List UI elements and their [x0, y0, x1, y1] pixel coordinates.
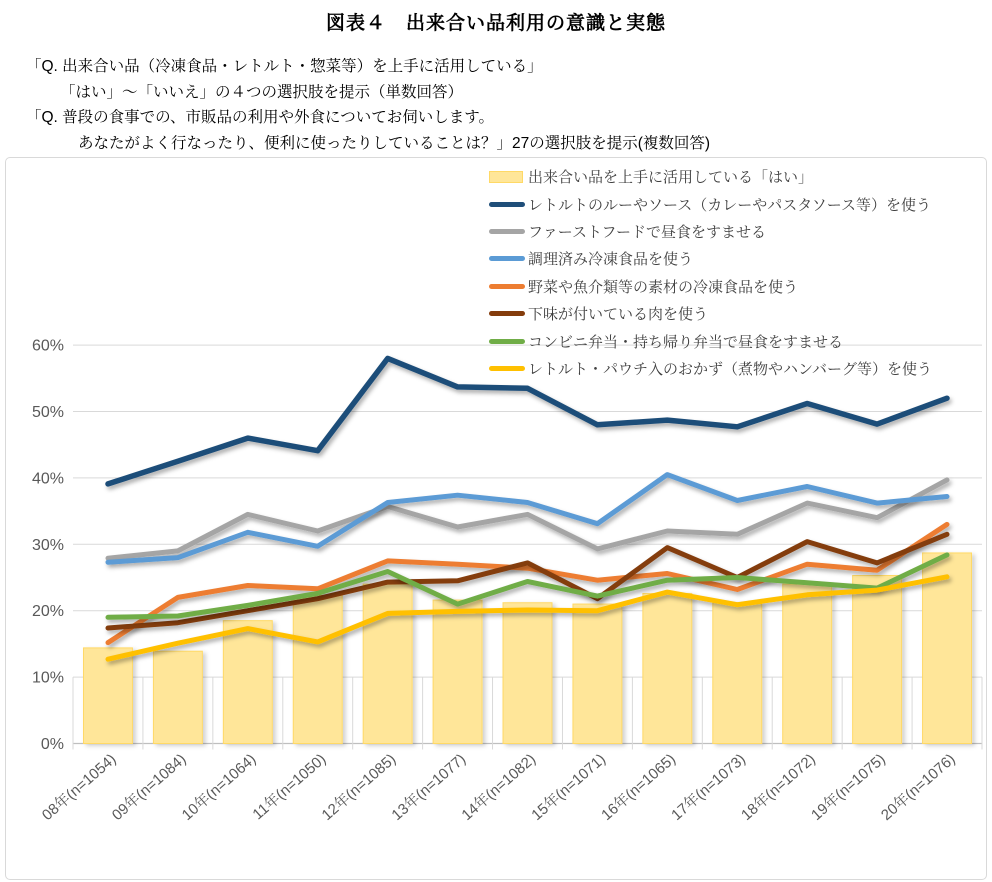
x-axis-tick-label: 20年(n=1076): [877, 750, 959, 824]
question-note-line: 「Q. 普段の食事での、市販品の利用や外食についてお伺いします。: [26, 109, 495, 126]
legend-label: レトルト・パウチ入のおかず（煮物やハンバーグ等）を使う: [528, 360, 932, 378]
y-axis-tick-label: 60%: [31, 337, 64, 355]
legend-line-swatch: [489, 202, 525, 207]
bar-hai: [293, 595, 342, 743]
x-axis-tick-label: 18年(n=1072): [738, 750, 819, 824]
x-axis-tick-label: 13年(n=1077): [388, 750, 470, 824]
bar-hai: [363, 584, 412, 743]
legend-line-swatch: [489, 256, 525, 261]
x-axis-tick-label: 09年(n=1084): [108, 750, 190, 824]
bar-hai: [503, 603, 552, 744]
x-axis-tick-label: 11年(n=1050): [249, 750, 330, 824]
legend-line-swatch: [489, 339, 525, 344]
chart-frame: [5, 157, 987, 880]
page-title: 図表４ 出来合い品利用の意識と実態: [325, 13, 666, 34]
legend-label: レトルトのルーやソース（カレーやパスタソース等）を使う: [528, 196, 932, 214]
bar-hai: [83, 648, 132, 744]
bar-hai: [853, 576, 902, 744]
x-axis-tick-label: 10年(n=1064): [178, 750, 260, 824]
legend-label: 野菜や魚介類等の素材の冷凍食品を使う: [528, 278, 799, 296]
legend-line-swatch: [489, 311, 525, 316]
legend-item: [489, 163, 932, 190]
bar-hai: [433, 600, 482, 743]
x-axis-tick-label: 12年(n=1085): [318, 750, 400, 824]
legend-line-swatch: [489, 284, 525, 289]
question-note-line: 「Q. 出来合い品（冷凍食品・レトルト・惣菜等）を上手に活用している」: [26, 58, 543, 75]
chart-legend: [489, 163, 932, 382]
bar-hai: [573, 604, 622, 743]
legend-item: [489, 300, 932, 327]
legend-label: コンビニ弁当・持ち帰り弁当で昼食をすませる: [528, 333, 844, 351]
x-axis-tick-label: 08年(n=1054): [38, 750, 120, 824]
legend-item: [489, 218, 932, 245]
y-axis-tick-label: 40%: [31, 470, 64, 488]
x-axis-tick-label: 14年(n=1082): [458, 750, 540, 824]
legend-label: ファーストフードで昼食をすませる: [528, 223, 767, 241]
legend-label: 下味が付いている肉を使う: [528, 306, 709, 324]
y-axis-tick-label: 0%: [40, 736, 64, 753]
legend-line-swatch: [489, 229, 525, 234]
y-axis-tick-label: 30%: [31, 536, 64, 554]
bar-hai: [223, 621, 272, 744]
x-axis-tick-label: 15年(n=1071): [528, 750, 610, 824]
question-note-line: あなたがよく行なったり、便利に使ったりしていることは？」27の選択肢を提示(複数回答): [78, 134, 711, 152]
legend-item: [489, 245, 932, 272]
legend-bar-swatch: [489, 171, 523, 183]
legend-label: 調理済み冷凍食品を使う: [528, 251, 694, 269]
question-note-line: 「はい」～「いいえ」の４つの選択肢を提示（単数回答）: [60, 83, 464, 101]
legend-line-swatch: [489, 366, 525, 371]
legend-item: [489, 355, 932, 382]
y-axis-tick-label: 10%: [31, 669, 64, 687]
x-axis-tick-label: 16年(n=1065): [598, 750, 679, 824]
line-series-3: [108, 475, 947, 563]
question-notes: [26, 54, 982, 156]
bar-hai: [783, 584, 832, 743]
legend-label: 出来合い品を上手に活用している「はい」: [528, 169, 814, 187]
legend-item: [489, 190, 932, 217]
legend-item: [489, 273, 932, 300]
bar-hai: [713, 603, 762, 744]
legend-item: [489, 327, 932, 354]
x-axis-tick-label: 19年(n=1075): [808, 750, 889, 824]
bar-hai: [643, 593, 692, 743]
x-axis-tick-label: 17年(n=1073): [668, 750, 749, 824]
y-axis-tick-label: 20%: [31, 603, 64, 621]
bar-hai: [153, 651, 202, 743]
y-axis-tick-label: 50%: [31, 404, 64, 421]
